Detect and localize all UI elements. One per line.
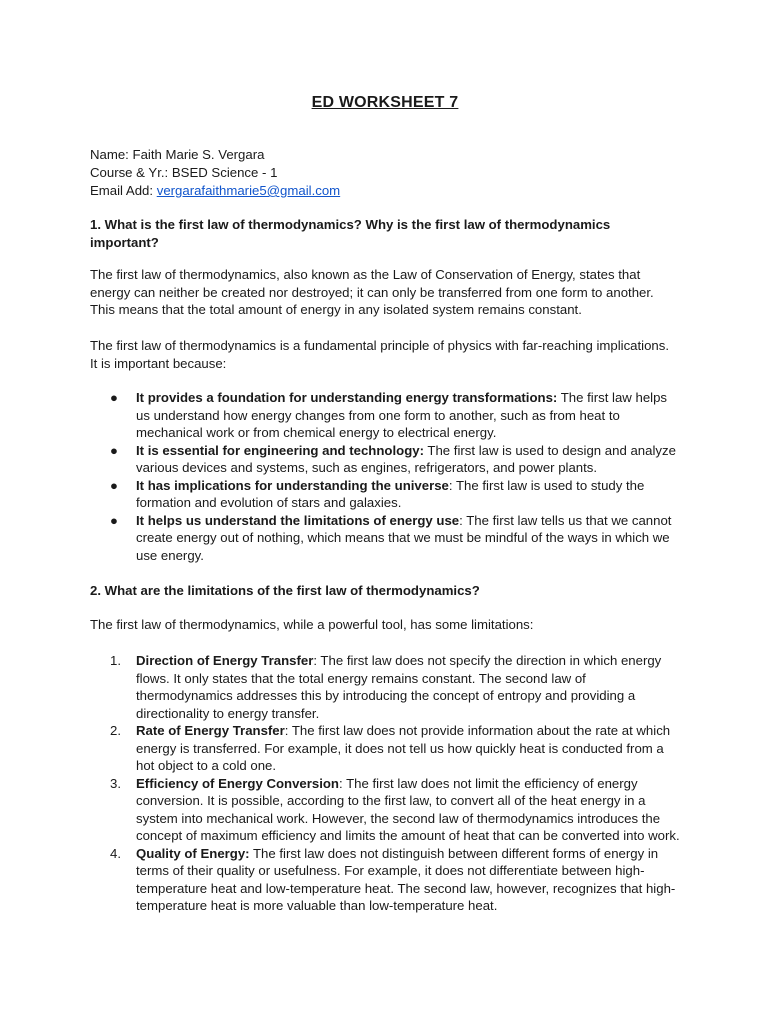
list-item-heading: It helps us understand the limitations of energy use [136, 512, 460, 528]
list-number: 4. [110, 845, 121, 861]
answer-2-intro: The first law of thermodynamics, while a powerful tool, has some limitations: [90, 617, 534, 632]
name-line [90, 146, 680, 164]
list-item-text: : The first law is used to study the formation and evolution of stars and galaxies. [136, 477, 645, 510]
list-number: 2. [110, 723, 121, 738]
name-label: Name: [90, 147, 129, 162]
list-item [90, 442, 680, 477]
list-item-text: The first law is used to design and analyze various devices and systems, such as engines, refrigerators, and power plants. [136, 442, 676, 475]
list-item-heading: Quality of Energy: [136, 845, 250, 861]
email-label: Email Add: [90, 183, 154, 198]
list-number: 1. [110, 653, 121, 668]
list-item-text: : The first law does not specify the direction in which energy flows. It only states that the total energy remains constant. The second law of thermodynamics addresses this by introducing the concept of entropy and providing a directionality to energy transfer. [136, 653, 662, 721]
email-line [90, 182, 680, 200]
page-title: ED WORKSHEET 7 [311, 94, 459, 111]
list-item-heading: Direction of Energy Transfer [136, 653, 314, 668]
list-item-text: : The first law tells us that we cannot create energy out of nothing, which means that we must be mindful of the ways in which we use energy. [136, 512, 672, 563]
list-item-heading: Efficiency of Energy Conversion [136, 775, 339, 791]
list-item [90, 722, 680, 775]
list-item [90, 477, 680, 512]
list-item [90, 512, 680, 565]
list-number: 3. [110, 775, 121, 791]
name-value: Faith Marie S. Vergara [132, 147, 265, 162]
course-value: BSED Science - 1 [171, 165, 278, 180]
list-item [90, 845, 680, 915]
email-link[interactable]: vergarafaithmarie5@gmail.com [156, 183, 341, 198]
bullet-icon: ● [110, 477, 118, 493]
list-item [90, 775, 680, 845]
list-item-heading: It is essential for engineering and technology: [136, 442, 424, 458]
limitations-list [90, 652, 680, 915]
question-1: 1. What is the first law of thermodynamics? Why is the first law of thermodynamics important? [90, 217, 611, 250]
list-item-text: : The first law does not provide information about the rate at which energy is transferred. For example, it does not tell us how quickly heat is conducted from a hot object to a cold one. [136, 723, 671, 773]
list-item-heading: Rate of Energy Transfer [136, 723, 285, 738]
list-item-text: The first law helps us understand how energy changes from one form to another, such as from heat to mechanical work or from chemical energy to electrical energy. [136, 390, 668, 440]
bullet-icon: ● [110, 390, 118, 405]
question-2: 2. What are the limitations of the first law of thermodynamics? [90, 583, 480, 598]
answer-1-paragraph-2: The first law of thermodynamics is a fundamental principle of physics with far-reaching implications. It is important because: [90, 338, 670, 371]
course-label: Course & Yr.: [90, 165, 169, 180]
bullet-icon: ● [110, 442, 118, 458]
list-item-heading: It provides a foundation for understanding energy transformations: [136, 390, 558, 405]
course-line [90, 164, 680, 182]
list-item-heading: It has implications for understanding the universe [136, 477, 449, 493]
bullet-icon: ● [110, 512, 118, 528]
student-info [90, 146, 680, 200]
list-item [90, 389, 680, 442]
importance-list [90, 389, 680, 564]
list-item-text: The first law does not distinguish between different forms of energy in terms of their quality or usefulness. For example, it does not differentiate between high-temperature heat and low-temperature heat. The second law, however, recognizes that high-temperature heat is more valuable than low-temperature heat. [136, 845, 676, 913]
list-item [90, 652, 680, 722]
list-item-text: : The first law does not limit the efficiency of energy conversion. It is possible, according to the first law, to convert all of the heat energy in a system into mechanical work. However, the second law of thermodynamics introduces the concept of maximum efficiency and limits the amount of heat that can be converted into work. [136, 775, 680, 843]
answer-1-paragraph-1: The first law of thermodynamics, also known as the Law of Conservation of Energy, states that energy can neither be created nor destroyed; it can only be transferred from one form to another. This means that the total amount of energy in any isolated system remains constant. [90, 267, 654, 317]
